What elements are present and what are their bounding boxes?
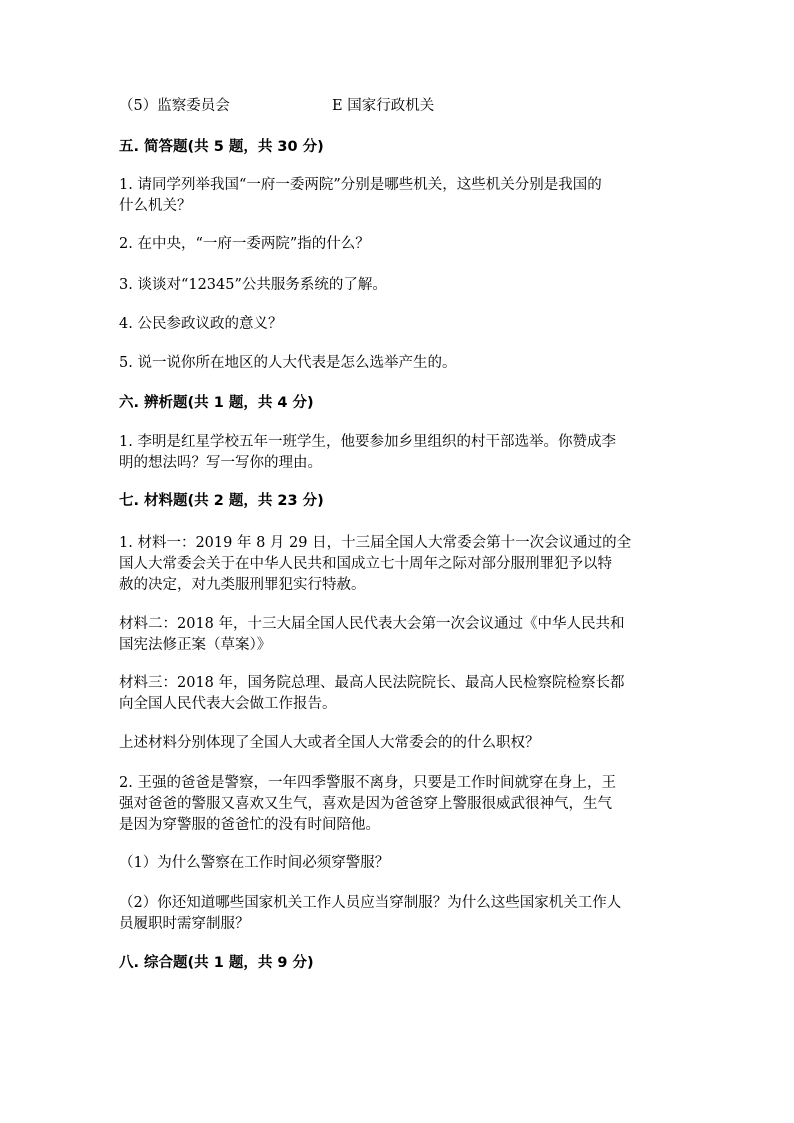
question-6-1-line-2: 明的想法吗？写一写你的理由。 [119,455,322,471]
matching-row-5 [119,96,435,116]
question-5-4: 4. 公民参政议政的意义？ [119,316,283,332]
material-2-line-1: 材料二：2018 年，十三大届全国人民代表大会第一次会议通过《中华人民共和 [119,616,625,632]
matching-left-item: （5）监察委员会 [119,98,230,114]
material-2-line-2: 国宪法修正案（草案）》 [119,637,272,653]
section-heading-short-answer: 五. 简答题(共 5 题，共 30 分) [119,139,324,155]
material-1-line-2: 国人大常委会关于在中华人民共和国成立七十周年之际对部分服刑罪犯予以特 [119,556,612,572]
question-5-1-line-1: 1. 请同学列举我国“一府一委两院”分别是哪些机关，这些机关分别是我国的 [119,177,602,193]
question-5-1-line-2: 什么机关？ [119,198,192,214]
question-7-2-sub-2-line-1: （2）你还知道哪些国家机关工作人员应当穿制服？为什么这些国家机关工作人 [119,895,622,911]
material-question: 上述材料分别体现了全国人大或者全国人大常委会的的什么职权？ [119,735,540,751]
question-7-2-sub-2-line-2: 员履职时需穿制服？ [119,916,250,932]
material-3-line-2: 向全国人民代表大会做工作报告。 [119,696,337,712]
question-6-1-line-1: 1. 李明是红星学校五年一班学生，他要参加乡里组织的村干部选举。你赞成李 [119,434,616,450]
section-heading-analysis: 六. 辨析题(共 1 题，共 4 分) [119,395,314,411]
question-7-2-line-2: 强对爸爸的警服又喜欢又生气，喜欢是因为爸爸穿上警服很威武很神气，生气 [119,796,612,812]
section-heading-comprehensive: 八. 综合题(共 1 题，共 9 分) [119,955,314,971]
question-5-3: 3. 谈谈对“12345”公共服务系统的了解。 [119,277,387,293]
question-5-5: 5. 说一说你所在地区的人大代表是怎么选举产生的。 [119,355,457,371]
material-1-line-1: 1. 材料一：2019 年 8 月 29 日，十三届全国人大常委会第十一次会议通过的全 [119,535,632,551]
material-1-line-3: 赦的决定，对九类服刑罪犯实行特赦。 [119,577,366,593]
material-3-line-1: 材料三：2018 年，国务院总理、最高人民法院院长、最高人民检察院检察长都 [119,675,625,691]
question-7-2-line-1: 2. 王强的爸爸是警察，一年四季警服不离身，只要是工作时间就穿在身上，王 [119,775,616,791]
question-5-2: 2. 在中央，“一府一委两院”指的什么？ [119,236,370,252]
section-heading-material: 七. 材料题(共 2 题，共 23 分) [119,493,324,509]
matching-right-item: E 国家行政机关 [332,98,435,114]
question-7-2-sub-1: （1）为什么警察在工作时间必须穿警服？ [119,855,390,871]
question-7-2-line-3: 是因为穿警服的爸爸忙的没有时间陪他。 [119,817,380,833]
